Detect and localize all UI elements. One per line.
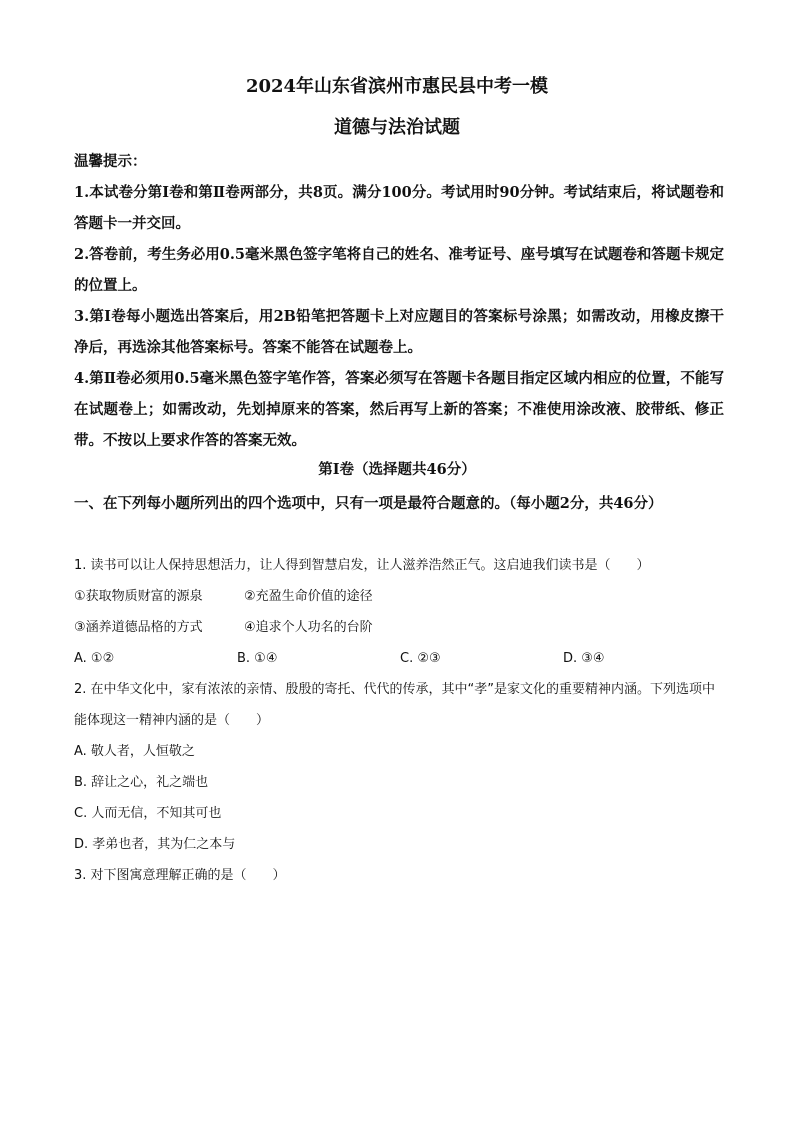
- notice-item-2: 2.答卷前，考生务必用0.5毫米黑色签字笔将自己的姓名、准考证号、座号填写在试题卷和答题卡规定的位置上。: [74, 246, 724, 294]
- part1-instruction: 一、在下列每小题所列出的四个选项中，只有一项是最符合题意的。（每小题2分，共46分）: [74, 495, 663, 512]
- question-2-option-c: C. 人而无信，不知其可也: [74, 806, 222, 821]
- notice-heading: 温馨提示：: [74, 153, 147, 170]
- question-2-stem: 2. 在中华文化中，家有浓浓的亲情、殷殷的寄托、代代的传承，其中“孝”是家文化的重要精神内涵。下列选项中能体现这一精神内涵的是（ ）: [74, 682, 716, 728]
- question-1-stem: 1. 读书可以让人保持思想活力，让人得到智慧启发，让人滋养浩然正气。这启迪我们读书是（ ）: [74, 558, 650, 573]
- question-1-choice-d: D. ③④: [563, 651, 605, 666]
- question-1-choice-b: B. ①④: [237, 651, 278, 666]
- exam-title: 2024年山东省滨州市惠民县中考一模: [245, 76, 549, 97]
- question-2-option-a: A. 敬人者，人恒敬之: [74, 744, 195, 759]
- question-1-statement-3: ③涵养道德品格的方式: [74, 620, 203, 635]
- exam-subject-title: 道德与法治试题: [334, 117, 460, 138]
- question-2-option-b: B. 辞让之心，礼之端也: [74, 775, 209, 790]
- question-1-statement-4: ④追求个人功名的台阶: [244, 620, 373, 635]
- question-2-option-d: D. 孝弟也者，其为仁之本与: [74, 837, 236, 852]
- notice-item-4: 4.第Ⅱ卷必须用0.5毫米黑色签字笔作答，答案必须写在答题卡各题目指定区域内相应的位置，不能写在试题卷上；如需改动，先划掉原来的答案，然后再写上新的答案；不准使用涂改液、胶带纸、修正带。不按以上要求作答的答案无效。: [74, 370, 724, 449]
- question-1-statements-row-1: [74, 581, 414, 612]
- question-3-stem: 3. 对下图寓意理解正确的是（ ）: [74, 868, 286, 883]
- question-1-choice-c: C. ②③: [400, 651, 441, 666]
- part1-title: 第Ⅰ卷（选择题共46分）: [318, 461, 476, 478]
- question-1-statement-2: ②充盈生命价值的途径: [244, 589, 373, 604]
- notice-item-1: 1.本试卷分第Ⅰ卷和第Ⅱ卷两部分，共8页。满分100分。考试用时90分钟。考试结束后，将试题卷和答题卡一并交回。: [74, 184, 724, 232]
- question-1-choices: [74, 643, 726, 674]
- question-1-choice-a: A. ①②: [74, 651, 115, 666]
- question-1-statements-row-2: [74, 612, 414, 643]
- notice-item-3: 3.第Ⅰ卷每小题选出答案后，用2B铅笔把答题卡上对应题目的答案标号涂黑；如需改动，用橡皮擦干净后，再选涂其他答案标号。答案不能答在试题卷上。: [74, 308, 724, 356]
- question-1-statement-1: ①获取物质财富的源泉: [74, 589, 203, 604]
